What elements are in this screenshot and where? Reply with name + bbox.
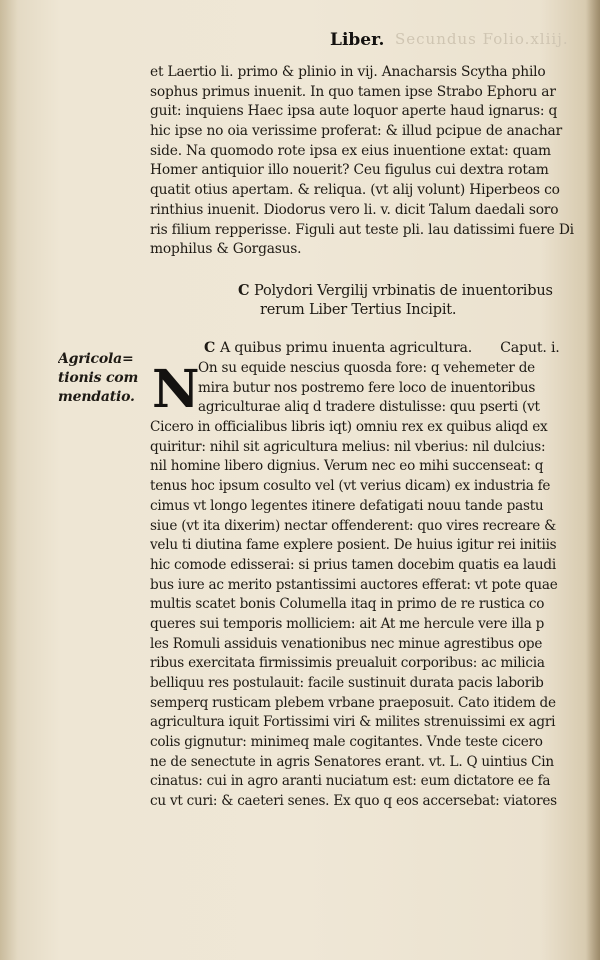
heading-line: Polydori Vergilij vrbinatis de inuentoribus [254, 283, 553, 299]
page-edge-shadow [586, 0, 600, 960]
text-line: agriculturae aliq d tradere distulisse: quu pserti (vt [198, 399, 540, 416]
text-line: On su equide nescius quosda fore: q vehemeter de [198, 360, 535, 376]
chapter-caption: Caput. i. [500, 340, 560, 356]
chapter-body [150, 359, 578, 812]
text-line: et Laertio li. primo & plinio in vij. Anacharsis Scytha philo [150, 64, 546, 80]
text-line: belliquu res postulauit: facile sustinuit durata pacis laborib [150, 675, 544, 691]
text-line: agricultura iquit Fortissimi viri & milites strenuissimi ex agri [150, 714, 556, 731]
text-line: cimus vt longo legentes itinere defatigati nouu tande pastu [150, 497, 544, 514]
book-heading [238, 281, 588, 320]
bleed-through-text: Secundus Folio.xliij. [395, 30, 569, 48]
margin-note [58, 350, 148, 407]
paragraph-mark: C [204, 340, 216, 356]
text-line: quiritur: nihil sit agricultura melius: nil vberius: nil dulcius: [150, 438, 546, 455]
text-line: cinatus: cui in agro aranti nuciatum est: eum dictatore ee fa [150, 773, 551, 790]
heading-line: rerum Liber Tertius Incipit. [260, 301, 457, 318]
chapter-heading [204, 339, 584, 359]
text-line: semperq rusticam plebem vrbane praeposuit. Cato itidem de [150, 694, 556, 711]
text-line: Cicero in officialibus libris iqt) omniu rex ex quibus aliqd ex [150, 419, 548, 436]
text-line: ne de senectute in agris Senatores erant. vt. L. Q uintius Cin [150, 753, 554, 770]
text-line: hic comode edisserai: si prius tamen docebim quatis ea laudi [150, 556, 556, 573]
margin-note-line: mendatio. [58, 389, 135, 405]
text-line: rinthius inuenit. Diodorus vero li. v. dicit Talum daedali soro [150, 201, 559, 218]
text-line: multis scatet bonis Columella itaq in primo de re rustica co [150, 596, 545, 613]
text-line: hic ipse no oia verissime proferat: & illud pcipue de anachar [150, 123, 562, 140]
text-line: Homer antiquior illo nouerit? Ceu figulus cui dextra rotam [150, 162, 549, 179]
text-line: cu vt curi: & caeteri senes. Ex quo q eos accersebat: viatores [150, 793, 557, 810]
text-line: guit: inquiens Haec ipsa aute loquor aperte haud ignarus: q [150, 103, 558, 120]
chapter-title: A quibus primu inuenta agricultura. [220, 340, 473, 356]
text-line: nil homine libero dignius. Verum nec eo mihi succenseat: q [150, 458, 544, 475]
margin-note-line: tionis com [58, 370, 139, 386]
text-line: quatit otius apertam. & reliqua. (vt alij volunt) Hiperbeos co [150, 182, 560, 199]
text-line: mophilus & Gorgasus. [150, 241, 302, 258]
text-line: velu ti diutina fame explere posient. De huius igitur rei initiis [150, 537, 557, 554]
paragraph-mark: C [238, 282, 250, 299]
text-line: bus iure ac merito pstantissimi auctores efferat: vt pote quae [150, 576, 558, 593]
text-line: ribus exercitata firmissimis preualuit corporibus: ac milicia [150, 655, 545, 672]
text-line: colis gignutur: minimeq male cogitantes. Vnde teste cicero [150, 734, 543, 751]
text-line: les Romuli assiduis venationibus nec minue agrestibus ope [150, 635, 543, 652]
text-line: queres sui temporis molliciem: ait At me hercule vere illa p [150, 615, 545, 632]
margin-note-line: Agricola= [58, 351, 134, 367]
text-line: mira butur nos postremo fere loco de inuentoribus [198, 379, 536, 396]
text-line: ris filium repperisse. Figuli aut teste pli. lau datissimi fuere Di [150, 221, 574, 238]
text-line: siue (vt ita dixerim) nectar offenderent: quo vires recreare & [150, 517, 556, 534]
top-paragraph [150, 63, 580, 260]
drop-cap: N [152, 359, 200, 420]
text-line: tenus hoc ipsum cosulto vel (vt verius dicam) ex industria fe [150, 478, 551, 495]
text-line: side. Na quomodo rote ipsa ex eius inuentione extat: quam [150, 142, 551, 159]
text-line: sophus primus inuenit. In quo tamen ipse Strabo Ephoru ar [150, 83, 556, 100]
running-head: Liber. [330, 30, 385, 50]
